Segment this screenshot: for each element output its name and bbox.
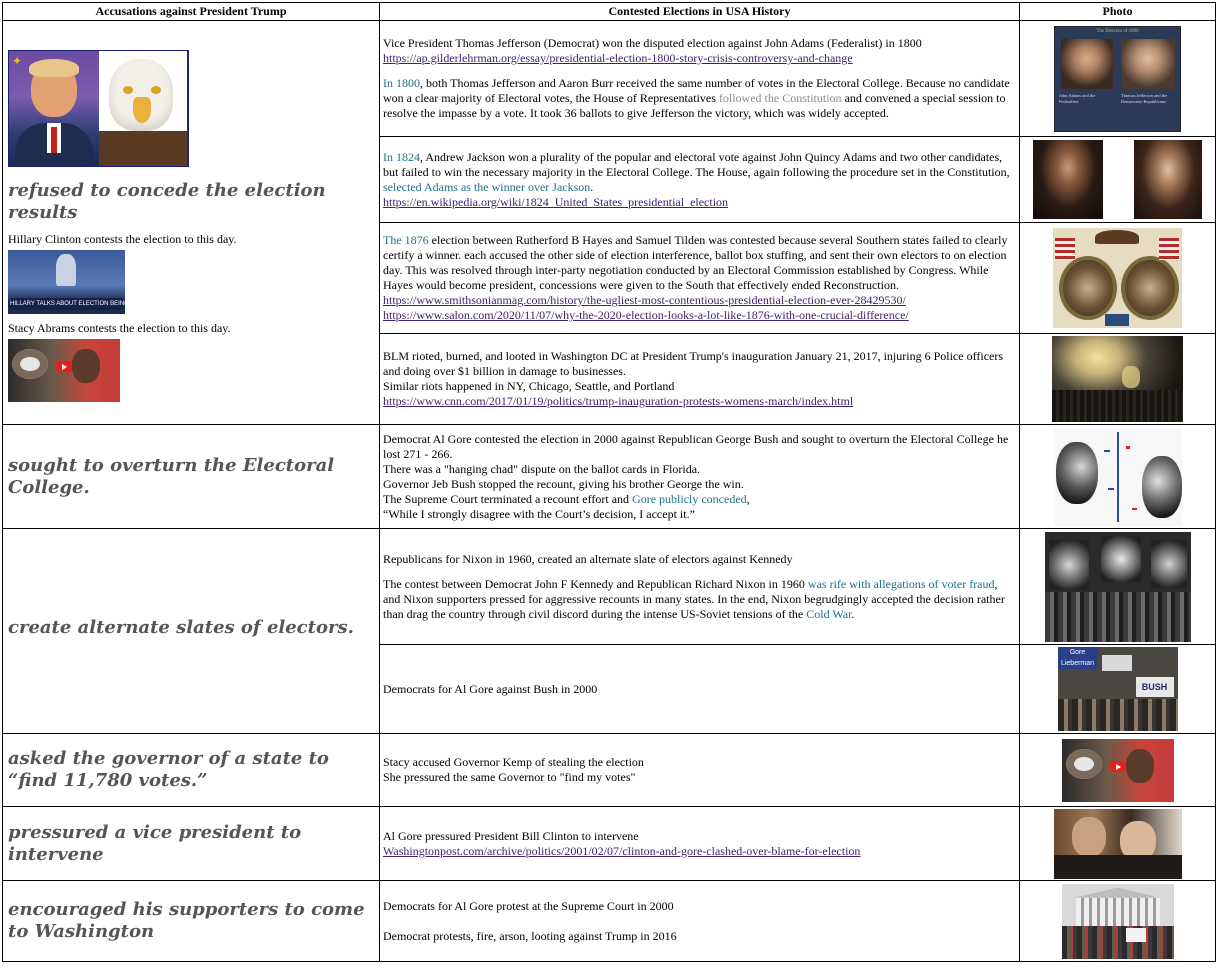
row-1824-in1824-link[interactable]: In 1824 [383,149,420,164]
trump-portrait [9,51,99,166]
accusation-refused-text: refused to concede the election results [8,180,326,223]
jackson-portrait [1033,140,1103,219]
hillary-caption: Hillary Clinton contests the election to this day. [8,232,237,246]
row-1800-p1: Vice President Thomas Jefferson (Democrat) won the disputed election against John Adams (Federalist) in 1800 [383,36,922,50]
row-1824-selected-link[interactable]: selected Adams as the winner over Jackson [383,179,591,194]
row-clinton-text [380,807,1020,881]
row-2000-l2: There was a "hanging chad" dispute on the ballot cards in Florida. [383,461,701,476]
row-2000-l5: “While I strongly disagree with the Court’s decision, I accept it.” [383,506,695,521]
photo-blm-riot [1052,336,1183,422]
row-1824-link[interactable]: https://en.wikipedia.org/wiki/1824_United_States_presidential_election [383,194,729,209]
row-gore-electors-l1: Democrats for Al Gore against Bush in 2000 [383,681,598,696]
photo-gore-electors-cell [1020,645,1216,734]
row-supreme-l1: Democrats for Al Gore protest at the Supreme Court in 2000 [383,898,674,913]
row-1960-l1: Republicans for Nixon in 1960, created an alternate slate of electors against Kennedy [383,551,793,566]
accusation-overturn-cell [3,425,380,529]
accusation-overturn-text: sought to overturn the Electoral College. [8,454,335,498]
row-1800-in1800-link[interactable]: In 1800 [383,76,420,90]
row-supreme-l2: Democrat protests, fire, arson, looting against Trump in 2016 [383,928,677,943]
row-1876-link-salon[interactable]: https://www.salon.com/2020/11/07/why-the-2020-election-looks-a-lot-like-1876-with-one-crucial-difference/ [383,308,909,322]
row-supreme-text [380,881,1020,962]
photo-1824-jackson-adams [1020,140,1215,219]
accusation-vp-cell [3,807,380,881]
photo-supreme-cell [1020,881,1216,962]
stacy-caption: Stacy Abrams contests the election to this day. [8,321,231,335]
photo-1824-cell [1020,137,1216,223]
row-clinton-link[interactable]: Washingtonpost.com/archive/politics/2001/02/07/clinton-and-gore-clashed-over-blame-for-election [383,843,861,858]
photo-gore-clinton [1054,809,1182,879]
row-2000-conceded-link[interactable]: Gore publicly conceded [632,491,747,506]
photo-blm-cell [1020,334,1216,425]
hillary-video-thumbnail[interactable] [8,250,159,314]
accusation-vp-text: pressured a vice president to intervene [8,821,302,865]
row-blm-l1: BLM rioted, burned, and looted in Washington DC at President Trump's inauguration January 21, 2017, injuring 6 Police officers and doing over $1 billion in damage to businesses. [383,349,1004,378]
adams-portrait [1134,140,1202,219]
row-1960-fraud-link[interactable]: was rife with allegations of voter fraud [807,576,995,591]
row-1800-text [380,21,1020,137]
photo-1876-hayes-tilden-poster [1053,228,1182,328]
row-1960-coldwar-link[interactable]: Cold War [806,606,852,621]
row-blm-link[interactable]: https://www.cnn.com/2017/01/19/politics/trump-inauguration-protests-womens-march/index.html [383,394,854,408]
accusation-encouraged-text: encouraged his supporters to come to Washington [8,899,365,942]
hillary-thumb-banner: HILLARY TALKS ABOUT ELECTION BEING "STOLEN" [10,298,123,310]
row-1876-p1: The 1876 election between Rutherford B Hayes and Samuel Tilden was contested because several Southern states failed to clearly certify a winner. each accused the other side of election interference, ballot box stuffing, and sent their own electors to on election day. This was resolved through inter-party negotiation conducted by an Electoral Commission established by Congress. While Hayes would become president, concessions were given to the South that effectively ended Reconstruction. [383,233,1008,292]
elections-table [2,2,1216,962]
table-row [3,529,1216,645]
row-clinton-l1: Al Gore pressured President Bill Clinton to intervene [383,828,639,843]
table-row [3,881,1216,962]
row-2000-l3: Governor Jeb Bush stopped the recount, giving his brother George the win. [383,476,744,491]
row-1960-text [380,529,1020,645]
play-icon [56,361,72,372]
row-1960-l2: The contest between Democrat John F Kennedy and Republican Richard Nixon in 1960 was rife with allegations of voter fraud, and Nixon supporters pressed for aggressive recounts in many states. In the end, Nixon begrudgingly accepted the decision rather than drag the country through civil discord during the intense US-Soviet tensions of the Cold War. [383,576,1005,621]
trump-eagle-image [8,50,189,167]
accusation-refused-cell [3,21,380,425]
row-1824-p1: In 1824, Andrew Jackson won a plurality of the popular and electoral vote against John Quincy Adams and two other candidates, but failed to win the necessary majority in the Electoral College. The House, again following the procedure set in the Constitution, selected Adams as the winner over Jackson. [383,149,1010,194]
star-icon: ✦ [12,54,23,68]
stacy-video-thumbnail[interactable] [8,339,120,402]
eagle-portrait [99,51,187,166]
row-1876-link-smithsonian[interactable]: https://www.smithsonianmag.com/history/the-ugliest-most-contentious-presidential-election-ever-28429530/ [383,293,906,307]
table-row [3,425,1216,529]
accusation-governor-text: asked the governor of a state to “find 11,780 votes.” [8,748,329,791]
table-row [3,734,1216,807]
row-1800-link[interactable]: https://ap.gilderlehrman.org/essay/presidential-election-1800-story-crisis-controversy-and-change [383,51,853,65]
photo-clinton-cell [1020,807,1216,881]
row-1876-text [380,223,1020,334]
row-2000-l4: The Supreme Court terminated a recount effort and Gore publicly conceded, [383,491,750,506]
row-kemp-text [380,734,1020,807]
accusation-alternate-cell [3,529,380,734]
play-icon [1110,761,1126,772]
row-1800-constitution-link[interactable]: followed the Constitution [718,91,842,105]
row-1824-text [380,137,1020,223]
header-contested: Contested Elections in USA History [380,3,1020,21]
row-kemp-l1: Stacy accused Governor Kemp of stealing the election [383,755,644,769]
row-kemp-l2: She pressured the same Governor to "find my votes" [383,770,636,784]
photo-2000-gore-bush [1054,428,1182,526]
table-row [3,21,1216,137]
photo-1800-cell [1020,21,1216,137]
header-accusations: Accusations against President Trump [3,3,380,21]
photo-supreme-court-protest [1062,884,1174,959]
header-row [3,3,1216,21]
photo-1800-adams-jefferson: The Election of 1800 John Adams and the Federalists Thomas Jefferson and the Democratic-Republicans [1054,26,1181,132]
row-2000-text [380,425,1020,529]
accusation-encouraged-cell [3,881,380,962]
photo-kemp-cell [1020,734,1216,807]
row-gore-electors-text [380,645,1020,734]
row-blm-text [380,334,1020,425]
photo-1876-cell [1020,223,1216,334]
row-1800-p2: In 1800, both Thomas Jefferson and Aaron Burr received the same number of votes in the Electoral College. Because no candidate won a clear majority of Electoral votes, the House of Representatives followed the Constitution and convened a special session to resolve the impasse by a vote. It took 36 ballots to give Jefferson the victory, which was widely accepted. [383,76,1010,120]
photo-gore-electors-rally: Gore Lieberman BUSH [1058,647,1178,731]
accusation-governor-cell [3,734,380,807]
photo-1960-cell [1020,529,1216,645]
table-row [3,807,1216,881]
row-1876-the1876-link[interactable]: The 1876 [383,233,429,247]
photo-1960-kennedy-nixon [1045,532,1191,642]
row-2000-l1: Democrat Al Gore contested the election in 2000 against Republican George Bush and sought to overturn the Electoral College he lost 271 - 266. [383,431,1009,461]
photo-stacy-video[interactable] [1062,739,1174,802]
row-blm-l2: Similar riots happened in NY, Chicago, Seattle, and Portland [383,379,675,393]
photo-2000-cell [1020,425,1216,529]
header-photo: Photo [1020,3,1216,21]
accusation-alternate-text: create alternate slates of electors. [8,617,354,638]
